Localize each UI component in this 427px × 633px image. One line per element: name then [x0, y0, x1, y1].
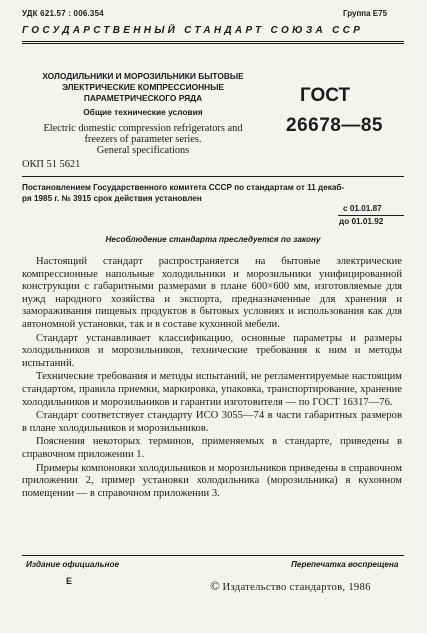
copyright-text: Издательство стандартов, 1986: [222, 582, 371, 593]
reprint-prohibited: Перепечатка воспрещена: [291, 560, 399, 569]
title-line: ЭЛЕКТРИЧЕСКИЕ КОМПРЕССИОННЫЕ: [61, 82, 224, 92]
edition-letter: Е: [66, 576, 73, 586]
decree-line: ря 1985 г. № 3915 срок действия установлен: [22, 194, 202, 203]
decree-line: Постановлением Государственного комитета СССР по стандартам от 11 декаб-: [22, 183, 345, 192]
group-code: Группа Е75: [343, 9, 388, 18]
decree-text: [22, 182, 408, 204]
paragraph: Примеры компоновки холодильников и морозильников приведены в справочном приложении 2, пример установки холодильника (морозильника) в кухонном помещении — в справочном приложении 3.: [22, 462, 402, 499]
english-title-line: General specifications: [96, 145, 190, 156]
gost-number: 26678—85: [286, 115, 383, 136]
standard-subtitle: Общие технические условия: [83, 107, 203, 117]
body-text: [22, 256, 402, 500]
english-title: [22, 123, 264, 156]
standard-title: [22, 71, 264, 104]
paragraph: Пояснения некоторых терминов, применяемых в стандарте, приведены в справочном приложении 1.: [22, 436, 402, 460]
banner-rule-2: [22, 43, 404, 44]
validity-from: с 01.01.87: [343, 204, 382, 213]
okp-code: ОКП 51 5621: [22, 159, 81, 170]
banner-rule: [22, 41, 404, 42]
paragraph: Настоящий стандарт распространяется на бытовые электрические компрессионные напольные холодильники и морозильники унифицированной конструкции с габаритными размерами в плане 600×600 мм, изготовляемые для нужд народного хозяйства и экспорта, предназначенные для хранения и замораживания пищевых продуктов в бытовых условиях и использования как для автономной установки, так и в составе кухонной мебели.: [22, 256, 402, 330]
copyright-icon: ©: [210, 578, 220, 593]
paragraph: Технические требования и методы испытаний, не регламентируемые настоящим стандартом, правила приемки, маркировка, упаковка, транспортирование, хранение холодильников и морозильников и гарантии изготовителя — по ГОСТ 16317—76.: [22, 371, 402, 408]
title-line: ПАРАМЕТРИЧЕСКОГО РЯДА: [83, 93, 203, 103]
validity-rule: [338, 215, 404, 216]
title-block-rule: [22, 176, 404, 177]
paragraph: Стандарт соответствует стандарту ИСО 3055—74 в части габаритных размеров в плане холодильников и морозильников.: [22, 410, 402, 434]
footer-rule: [22, 555, 404, 556]
official-edition: Издание официальное: [26, 560, 119, 569]
validity-to: до 01.01.92: [339, 217, 384, 226]
copyright-line: [210, 578, 371, 594]
state-standard-banner: ГОСУДАРСТВЕННЫЙ СТАНДАРТ СОЮЗА ССР: [22, 25, 364, 36]
udk-code: УДК 621.57 : 006.354: [22, 9, 104, 18]
english-title-line: freezers of parameter series.: [84, 134, 202, 145]
warning-notice: Несоблюдение стандарта преследуется по закону: [105, 235, 321, 244]
gost-label: ГОСТ: [300, 85, 351, 106]
paragraph: Стандарт устанавливает классификацию, основные параметры и размеры холодильников и морозильников, технические требования к ним и методы испытаний.: [22, 332, 402, 369]
title-line: ХОЛОДИЛЬНИКИ И МОРОЗИЛЬНИКИ БЫТОВЫЕ: [42, 71, 244, 81]
english-title-line: Electric domestic compression refrigerators and: [43, 123, 243, 134]
